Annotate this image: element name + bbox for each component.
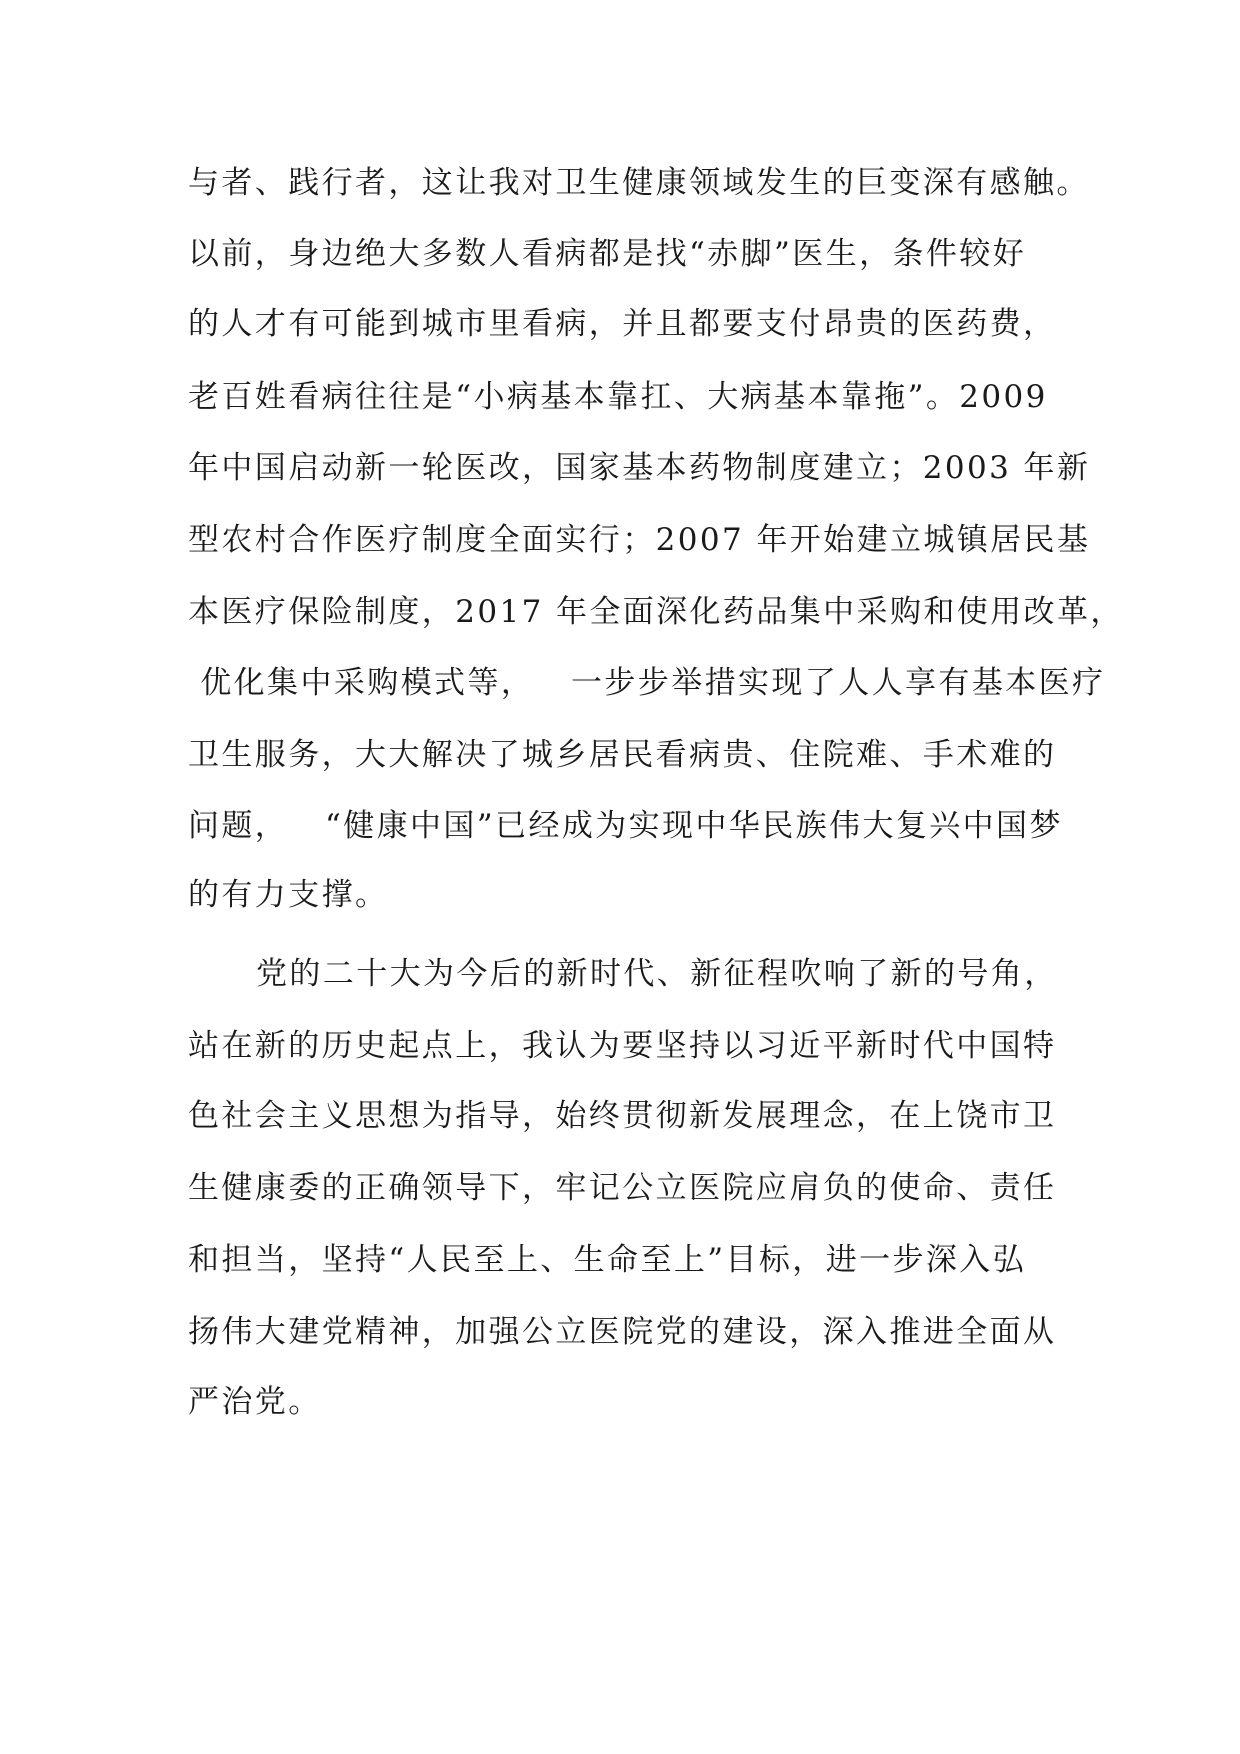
- text-line: 以前，身边绝大多数人看病都是找“赤脚”医生，条件较好: [188, 236, 1027, 272]
- text-line: 年中国启动新一轮医改，国家基本药物制度建立；2003 年新: [188, 450, 1091, 486]
- text-line: 色社会主义思想为指导，始终贯彻新发展理念，在上饶市卫: [188, 1098, 1057, 1134]
- text-line: 问题， “健康中国”已经成为实现中华民族伟大复兴中国梦: [188, 808, 1063, 844]
- text-line: 优化集中采购模式等， 一步步举措实现了人人享有基本医疗: [188, 665, 1106, 701]
- text-line: 卫生服务，大大解决了城乡居民看病贵、住院难、手术难的: [188, 737, 1057, 773]
- text-line: 与者、践行者，这让我对卫生健康领域发生的巨变深有感触。: [188, 165, 1090, 201]
- text-line: 老百姓看病往往是“小病基本靠扛、大病基本靠拖”。2009: [188, 379, 1048, 415]
- text-line: 党的二十大为今后的新时代、新征程吹响了新的号角，: [256, 956, 1058, 992]
- text-line: 站在新的历史起点上，我认为要坚持以习近平新时代中国特: [188, 1028, 1057, 1064]
- text-line: 本医疗保险制度，2017 年全面深化药品集中采购和使用改革，: [188, 594, 1124, 630]
- text-line: 严治党。: [188, 1384, 322, 1420]
- text-line: 和担当，坚持“人民至上、生命至上”目标，进一步深入弘: [188, 1242, 1027, 1278]
- text-line: 的人才有可能到城市里看病，并且都要支付昂贵的医药费，: [188, 306, 1057, 342]
- text-line: 扬伟大建党精神，加强公立医院党的建设，深入推进全面从: [188, 1314, 1057, 1350]
- text-line: 的有力支撑。: [188, 877, 389, 913]
- text-line: 生健康委的正确领导下，牢记公立医院应肩负的使命、责任: [188, 1170, 1057, 1206]
- text-line: 型农村合作医疗制度全面实行；2007 年开始建立城镇居民基: [188, 522, 1091, 558]
